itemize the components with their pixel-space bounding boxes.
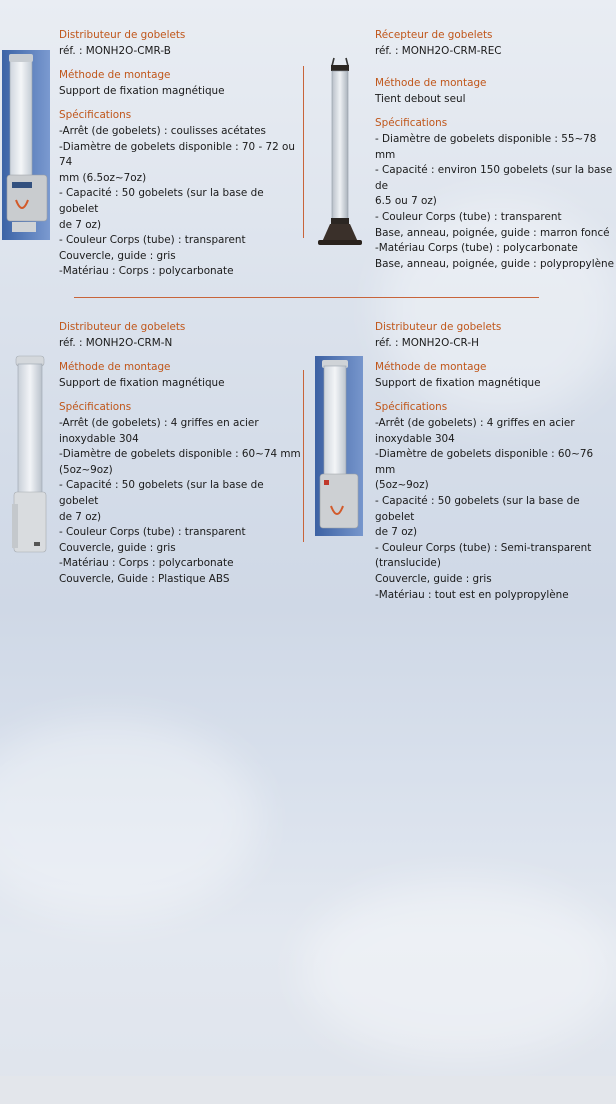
product-ref: réf. : MONH2O-CRM-N xyxy=(59,336,173,349)
spec-line: -Diamètre de gobelets disponible : 60~76 mm xyxy=(375,448,594,476)
mount-method-value: Support de fixation magnétique xyxy=(59,376,225,389)
spec-line: -Matériau Corps (tube) : polycarbonate xyxy=(375,242,578,255)
spec-line: Couvercle, guide : gris xyxy=(59,541,176,554)
spec-label: Spécifications xyxy=(59,109,132,122)
spec-line: (translucide) xyxy=(375,557,441,570)
spec-line: Couvercle, guide : gris xyxy=(375,572,492,585)
spec-line: -Matériau : Corps : polycarbonate xyxy=(59,265,234,278)
spec-line: -Arrêt (de gobelets) : 4 griffes en acier xyxy=(59,416,259,429)
mount-method-label: Méthode de montage xyxy=(59,361,171,374)
spec-line: -Matériau : tout est en polypropylène xyxy=(375,588,569,601)
product-block-cmr-b xyxy=(59,28,304,280)
spec-line: (5oz~9oz) xyxy=(375,479,429,492)
spec-line: -Diamètre de gobelets disponible : 70 - 72 ou 74 xyxy=(59,140,295,169)
spec-line: 6.5 ou 7 oz) xyxy=(375,195,437,208)
product-image-cr-h xyxy=(315,356,363,536)
spec-line: Couvercle, Guide : Plastique ABS xyxy=(59,572,230,585)
spec-line: inoxydable 304 xyxy=(375,432,455,445)
product-block-cr-h xyxy=(375,320,615,603)
product-image-crm-n xyxy=(10,354,50,554)
product-ref: réf. : MONH2O-CRM-REC xyxy=(375,44,502,57)
mount-method-label: Méthode de montage xyxy=(59,69,171,82)
product-image-crm-rec xyxy=(314,56,366,248)
spec-label: Spécifications xyxy=(375,401,448,414)
spec-line: mm (6.5oz~7oz) xyxy=(59,171,147,184)
product-ref: réf. : MONH2O-CMR-B xyxy=(59,44,171,57)
column-divider xyxy=(303,66,304,238)
spec-line: - Capacité : 50 gobelets (sur la base de gobelet xyxy=(59,187,264,215)
spec-line: -Diamètre de gobelets disponible : 60~74 mm xyxy=(59,448,301,461)
background-cloud xyxy=(0,720,260,920)
spec-line: -Arrêt (de gobelets) : coulisses acétates xyxy=(59,124,266,137)
mount-method-value: Support de fixation magnétique xyxy=(59,84,225,97)
spec-label: Spécifications xyxy=(59,401,132,414)
background-cloud xyxy=(300,880,616,1060)
spec-line: de 7 oz) xyxy=(59,218,102,231)
product-image-cmr-b xyxy=(2,50,50,240)
mount-method-value: Tient debout seul xyxy=(375,92,466,105)
product-title: Distributeur de gobelets xyxy=(59,321,186,333)
spec-line: -Matériau : Corps : polycarbonate xyxy=(59,557,234,570)
spec-label: Spécifications xyxy=(375,117,448,130)
product-title: Distributeur de gobelets xyxy=(59,29,186,41)
page-footer-bar xyxy=(0,1076,616,1104)
product-title: Récepteur de gobelets xyxy=(375,29,493,41)
spec-line: - Couleur Corps (tube) : transparent xyxy=(375,210,562,223)
spec-line: - Capacité : environ 150 gobelets (sur la base de xyxy=(375,164,613,192)
mount-method-value: Support de fixation magnétique xyxy=(375,376,541,389)
spec-line: - Diamètre de gobelets disponible : 55~78 mm xyxy=(375,132,597,161)
spec-line: (5oz~9oz) xyxy=(59,463,113,476)
mount-method-label: Méthode de montage xyxy=(375,77,487,90)
mount-method-label: Méthode de montage xyxy=(375,361,487,374)
product-title: Distributeur de gobelets xyxy=(375,321,502,333)
spec-line: - Capacité : 50 gobelets (sur la base de gobelet xyxy=(59,479,264,507)
spec-line: - Couleur Corps (tube) : Semi-transparent xyxy=(375,541,592,554)
spec-line: de 7 oz) xyxy=(59,510,102,523)
spec-line: - Couleur Corps (tube) : transparent xyxy=(59,234,246,247)
product-ref: réf. : MONH2O-CR-H xyxy=(375,336,479,349)
spec-line: Base, anneau, poignée, guide : polypropylène xyxy=(375,257,614,270)
column-divider xyxy=(303,370,304,542)
spec-line: -Arrêt (de gobelets) : 4 griffes en acier xyxy=(375,416,575,429)
spec-line: Base, anneau, poignée, guide : marron foncé xyxy=(375,226,610,239)
section-divider xyxy=(74,297,539,298)
spec-line: - Couleur Corps (tube) : transparent xyxy=(59,526,246,539)
spec-line: de 7 oz) xyxy=(375,526,418,539)
spec-line: Couvercle, guide : gris xyxy=(59,249,176,262)
product-block-crm-rec xyxy=(375,28,615,272)
spec-line: inoxydable 304 xyxy=(59,432,139,445)
spec-line: - Capacité : 50 gobelets (sur la base de gobelet xyxy=(375,494,580,523)
product-block-crm-n xyxy=(59,320,304,588)
